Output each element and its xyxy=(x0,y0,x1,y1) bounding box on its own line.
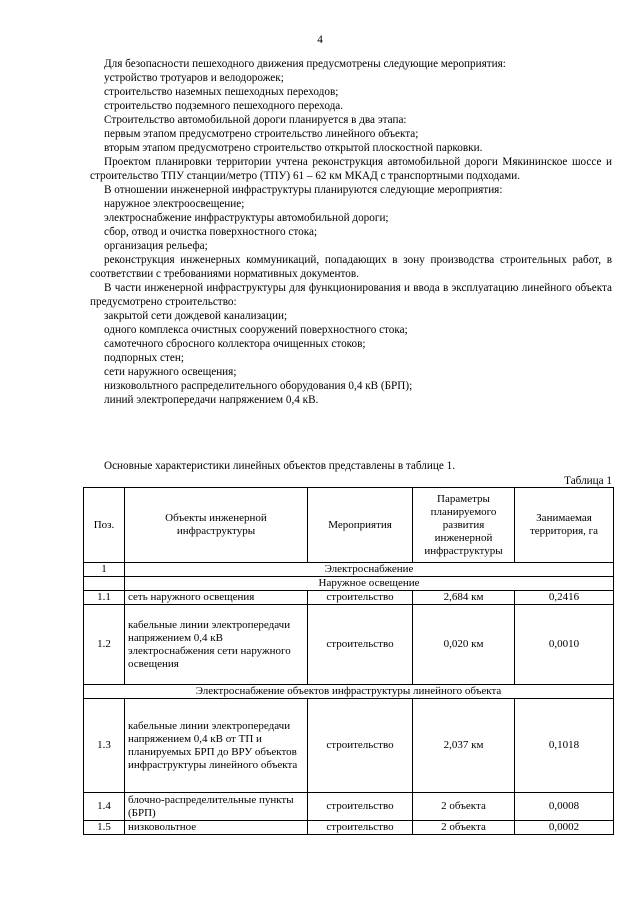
cell-object: низковольтное xyxy=(125,821,308,835)
table-intro: Основные характеристики линейных объектов представлены в таблице 1. xyxy=(104,460,456,472)
list-item: низковольтного распределительного оборудования 0,4 кВ (БРП); xyxy=(104,380,413,392)
table-row xyxy=(84,793,614,821)
list-item: реконструкция инженерных коммуникаций, попадающих в зону производства строительных работ, в соответствии с требованиями нормативных документов. xyxy=(90,254,612,280)
cell-pos: 1.3 xyxy=(84,699,125,793)
paragraph: В отношении инженерной инфраструктуры планируются следующие мероприятия: xyxy=(104,184,503,196)
group-pos: 1 xyxy=(84,563,125,577)
list-item: закрытой сети дождевой канализации; xyxy=(104,310,288,322)
list-item: строительство наземных пешеходных переходов; xyxy=(104,86,339,98)
subgroup-row xyxy=(84,685,614,699)
cell-area: 0,0002 xyxy=(515,821,614,835)
list-item: сбор, отвод и очистка поверхностного стока; xyxy=(104,226,318,238)
cell-param: 2,684 км xyxy=(413,591,515,605)
cell-param: 2 объекта xyxy=(413,793,515,821)
subgroup-title: Электроснабжение объектов инфраструктуры линейного объекта xyxy=(84,685,614,699)
cell-pos: 1.1 xyxy=(84,591,125,605)
cell-area: 0,2416 xyxy=(515,591,614,605)
cell-action: строительство xyxy=(308,591,413,605)
paragraph: Для безопасности пешеходного движения предусмотрены следующие мероприятия: xyxy=(104,58,506,70)
cell-action: строительство xyxy=(308,821,413,835)
characteristics-table xyxy=(83,487,614,835)
cell-object: сеть наружного освещения xyxy=(125,591,308,605)
table-row xyxy=(84,821,614,835)
page-number: 4 xyxy=(317,34,323,46)
cell-area: 0,0008 xyxy=(515,793,614,821)
body-text xyxy=(90,57,612,407)
subgroup-title: Наружное освещение xyxy=(125,577,614,591)
cell-pos: 1.4 xyxy=(84,793,125,821)
header-cell: Поз. xyxy=(84,488,125,563)
header-cell: Параметры планируемого развития инженерной инфраструктуры xyxy=(413,488,515,563)
list-item: организация рельефа; xyxy=(104,240,208,252)
table-row xyxy=(84,605,614,685)
group-title: Электроснабжение xyxy=(125,563,614,577)
table-row xyxy=(84,591,614,605)
table-caption: Таблица 1 xyxy=(564,475,612,487)
subgroup-row xyxy=(84,577,614,591)
list-item: электроснабжение инфраструктуры автомобильной дороги; xyxy=(104,212,389,224)
list-item: первым этапом предусмотрено строительство линейного объекта; xyxy=(104,128,419,140)
table-row xyxy=(84,699,614,793)
cell-action: строительство xyxy=(308,699,413,793)
cell-area: 0,0010 xyxy=(515,605,614,685)
header-cell: Мероприятия xyxy=(308,488,413,563)
cell-param: 2 объекта xyxy=(413,821,515,835)
list-item: устройство тротуаров и велодорожек; xyxy=(104,72,284,84)
cell-pos: 1.2 xyxy=(84,605,125,685)
list-item: сети наружного освещения; xyxy=(104,366,237,378)
list-item: подпорных стен; xyxy=(104,352,184,364)
cell-object: кабельные линии электропередачи напряжением 0,4 кВ от ТП и планируемых БРП до ВРУ объектов инфраструктуры линейного объекта xyxy=(125,699,308,793)
list-item: вторым этапом предусмотрено строительство открытой плоскостной парковки. xyxy=(104,142,483,154)
cell-action: строительство xyxy=(308,793,413,821)
list-item: одного комплекса очистных сооружений поверхностного стока; xyxy=(104,324,408,336)
list-item: самотечного сбросного коллектора очищенных стоков; xyxy=(104,338,366,350)
list-item: строительство подземного пешеходного перехода. xyxy=(104,100,344,112)
cell-param: 2,037 км xyxy=(413,699,515,793)
table-header-row xyxy=(84,488,614,563)
cell-action: строительство xyxy=(308,605,413,685)
cell-object: блочно-распределительные пункты (БРП) xyxy=(125,793,308,821)
list-item: линий электропередачи напряжением 0,4 кВ. xyxy=(104,394,319,406)
cell-pos: 1.5 xyxy=(84,821,125,835)
paragraph: В части инженерной инфраструктуры для функционирования и ввода в эксплуатацию линейного объекта предусмотрено строительство: xyxy=(90,282,612,308)
group-row xyxy=(84,563,614,577)
paragraph: Проектом планировки территории учтена реконструкция автомобильной дороги Мякининское шоссе и строительство ТПУ станции/метро (ТПУ) 61 – 62 км МКАД с транспортными подходами. xyxy=(90,156,612,182)
cell-area: 0,1018 xyxy=(515,699,614,793)
list-item: наружное электроосвещение; xyxy=(104,198,245,210)
paragraph: Строительство автомобильной дороги планируется в два этапа: xyxy=(104,114,407,126)
cell-object: кабельные линии электропередачи напряжением 0,4 кВ электроснабжения сети наружного освещения xyxy=(125,605,308,685)
header-cell: Объекты инженерной инфраструктуры xyxy=(125,488,308,563)
cell-param: 0,020 км xyxy=(413,605,515,685)
header-cell: Занимаемая территория, га xyxy=(515,488,614,563)
